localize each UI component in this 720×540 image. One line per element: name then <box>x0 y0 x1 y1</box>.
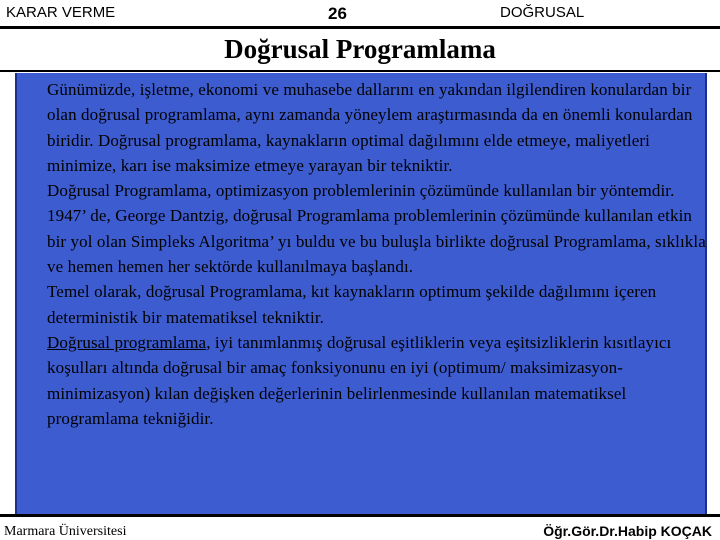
page-number: 26 <box>328 4 347 23</box>
footer-bar <box>0 514 720 540</box>
title-divider <box>0 70 720 72</box>
paragraph-1: Günümüzde, işletme, ekonomi ve muhasebe dallarını en yakından ilgilendiren konulardan bir olan doğrusal programlama, aynı zamanda yöneylem araştırmasında da en önemli konulardan biridir. Doğrusal programlama, kaynakların optimal dağılımını elde etmeye, maliyetleri minimize, karı ise maksimize etmeye yarayan bir tekniktir. <box>47 80 693 175</box>
footer-author: Öğr.Gör.Dr.Habip KOÇAK <box>543 523 712 539</box>
body-text <box>47 77 712 431</box>
paragraph-4-text: , iyi tanımlanmış doğrusal eşitliklerin veya eşitsizliklerin kısıtlayıcı koşulları altında doğrusal bir amaç fonksiyonunu en iyi (optimum/ maksimizasyon-minimizasyon) kılan değişken değerlerinin belirlenmesinde kullanılan matematiksel programlama tekniğidir. <box>47 332 672 428</box>
paragraph-3: Temel olarak, doğrusal Programlama, kıt kaynakların optimum şekilde dağılımını içeren deterministik bir matematiksel tekniktir. <box>47 282 657 327</box>
paragraph-4-term: Doğrusal programlama <box>47 332 207 352</box>
content-panel <box>15 73 707 514</box>
footer-institution: Marmara Üniversitesi <box>4 524 127 539</box>
header-bar <box>0 0 720 29</box>
paragraph-4 <box>47 330 712 431</box>
header-left-label: KARAR VERME <box>6 4 116 21</box>
header-right-label: DOĞRUSAL <box>500 4 585 21</box>
slide-title: Doğrusal Programlama <box>224 34 496 64</box>
paragraph-2: Doğrusal Programlama, optimizasyon problemlerinin çözümünde kullanılan bir yöntemdir. 1947’ de, George Dantzig, doğrusal Programlama problemlerinin çözümünde kullanılan etkin bir yol olan Simpleks Algoritma’ yı buldu ve bu buluşla birlikte doğrusal Programlama, sıklıkla ve hemen hemen her sektörde kullanılmaya başlandı. <box>47 181 706 277</box>
